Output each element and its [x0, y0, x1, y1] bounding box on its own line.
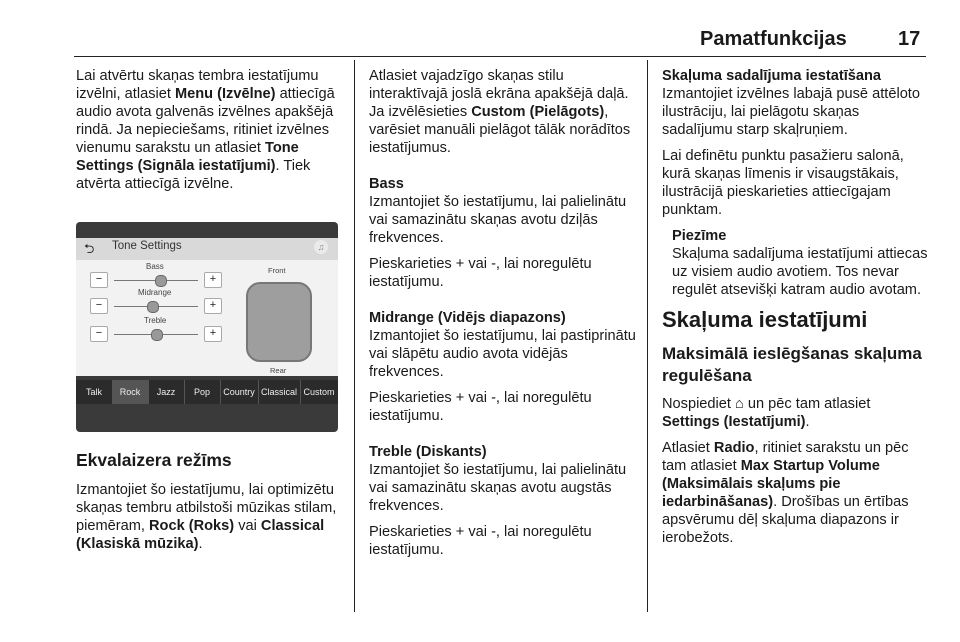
text: , ritiniet sarakstu un pēc tam atlasiet [662, 440, 909, 474]
text: Nospiediet [662, 396, 736, 412]
text: attiecīgā audio avota galvenās izvēlnes apakšējā rindā. Ja nepieciešams, ritiniet izvēlnes vienumu sarakstu un atlasiet [76, 86, 335, 156]
text: . Drošības un ērtības apsvērumu dēļ skaļuma diapazons ir ierobežots. [662, 494, 909, 546]
tab-custom[interactable]: Custom [303, 387, 335, 397]
volume-settings-heading: Skaļuma iestatījumi [662, 307, 868, 332]
home-icon: ⌂ [735, 396, 744, 412]
treble-heading: Treble (Diskants) [369, 444, 487, 460]
distribution-paragraph: Izmantojiet izvēlnes labajā pusē attēloto ilustrāciju, lai pielāgotu skaņas sadalījumu starp skaļruņiem. [662, 86, 920, 138]
text: Izmantojiet šo iestatījumu, lai optimizētu skaņas tembru atbilstoši mūzikas stilam, piemēram, [76, 482, 337, 534]
midrange-paragraph: Izmantojiet šo iestatījumu, lai pastiprinātu vai slāpētu audio avota vidējās frekvences. [369, 328, 636, 380]
car-balance-diagram[interactable] [246, 282, 312, 362]
note-block [672, 227, 932, 299]
treble-minus-button[interactable]: − [90, 326, 108, 342]
midrange-slider-knob[interactable] [147, 301, 159, 313]
settings-term: Settings (Iestatījumi) [662, 414, 806, 430]
midrange-heading: Midrange (Vidējs diapazons) [369, 310, 566, 326]
text: un pēc tam atlasiet [743, 396, 871, 412]
text: . [805, 414, 810, 430]
tab-country[interactable]: Country [220, 380, 259, 404]
menu-term: Menu (Izvēlne) [174, 86, 276, 102]
text: . Tiek atvērta attiecīgā izvēlne. [76, 158, 311, 192]
tab-talk[interactable]: Talk [76, 380, 113, 404]
page-header-title: Pamatfunkcijas [700, 28, 847, 50]
bass-plus-button[interactable]: + [204, 272, 222, 288]
max-startup-volume-term: Max Startup Volume (Maksimālais skaļums pie iedarbināšanas) [662, 458, 880, 510]
header-rule [74, 56, 926, 57]
press-home-paragraph [662, 395, 932, 431]
column-divider-1 [354, 60, 355, 612]
tab-pop[interactable]: Pop [184, 380, 221, 404]
bass-heading: Bass [369, 176, 404, 192]
distribution-point-paragraph: Lai definētu punktu pasažieru salonā, kurā skaņas līmenis ir visaugstākais, ilustrācijā pieskarieties attiecīgajam punktam. [662, 148, 904, 218]
music-note-icon: ♫ [314, 240, 328, 254]
back-arrow-icon[interactable]: ⮌ [84, 241, 95, 256]
front-label: Front [268, 266, 286, 275]
tab-classical[interactable]: Classical [258, 380, 301, 404]
text: , varēsiet manuāli pielāgot tālāk norādītos iestatījumus. [369, 104, 631, 156]
midrange-adjust-paragraph: Pieskarieties + vai -, lai noregulētu iestatījumu. [369, 390, 592, 424]
radio-term: Radio [713, 440, 755, 456]
bass-adjust-paragraph: Pieskarieties + vai -, lai noregulētu iestatījumu. [369, 256, 592, 290]
rock-term: Rock (Roks) [149, 518, 235, 534]
page-number: 17 [898, 28, 921, 50]
treble-paragraph: Izmantojiet šo iestatījumu, lai palielinātu vai samazinātu skaņas avotu augstās frekvences. [369, 462, 627, 514]
text: Atlasiet [662, 440, 714, 456]
eq-heading: Ekvalaizera režīms [76, 450, 232, 470]
treble-plus-button[interactable]: + [204, 326, 222, 342]
bass-minus-button[interactable]: − [90, 272, 108, 288]
text: Lai atvērtu skaņas tembra iestatījumu izvēlni, atlasiet [76, 68, 319, 102]
tab-jazz[interactable]: Jazz [148, 380, 185, 404]
note-paragraph: Skaļuma sadalījuma iestatījumi attiecas uz visiem audio avotiem. Tos nevar regulēt atsevišķi katram audio avotam. [672, 246, 928, 298]
tab-rock[interactable]: Rock [112, 380, 149, 404]
screen-title: Tone Settings [112, 240, 182, 252]
distribution-heading: Skaļuma sadalījuma iestatīšana [662, 68, 882, 84]
classical-term: Classical (Klasiskā mūzika) [76, 518, 325, 552]
bass-slider-knob[interactable] [155, 275, 167, 287]
midrange-minus-button[interactable]: − [90, 298, 108, 314]
bass-label: Bass [146, 262, 164, 271]
tone-settings-screenshot [76, 222, 338, 432]
eq-paragraph [76, 481, 346, 553]
treble-slider-knob[interactable] [151, 329, 163, 341]
note-heading: Piezīme [672, 228, 727, 244]
text: vai [234, 518, 261, 534]
text: . [198, 536, 203, 552]
midrange-label: Midrange [138, 288, 172, 297]
column-3 [662, 67, 932, 555]
tone-settings-term: Tone Settings (Signāla iestatījumi) [76, 140, 299, 174]
rear-label: Rear [270, 366, 287, 375]
max-startup-heading: Maksimālā ieslēgšanas skaļuma regulēšana [662, 344, 922, 385]
text: Atlasiet vajadzīgo skaņas stilu interaktīvajā joslā ekrāna apakšējā daļā. Ja izvēlēsieties [369, 68, 629, 120]
custom-term: Custom (Pielāgots) [471, 104, 605, 120]
column-2 [369, 67, 639, 567]
treble-adjust-paragraph: Pieskarieties + vai -, lai noregulētu iestatījumu. [369, 524, 592, 558]
style-paragraph [369, 67, 639, 157]
radio-paragraph [662, 439, 932, 547]
treble-label: Treble [144, 316, 167, 325]
screen-body [76, 260, 338, 376]
eq-mode-tabs [76, 380, 338, 404]
column-divider-2 [647, 60, 648, 612]
intro-paragraph [76, 67, 346, 193]
midrange-plus-button[interactable]: + [204, 298, 222, 314]
bass-paragraph: Izmantojiet šo iestatījumu, lai palielinātu vai samazinātu skaņas avotu dziļās frekvences. [369, 194, 627, 246]
